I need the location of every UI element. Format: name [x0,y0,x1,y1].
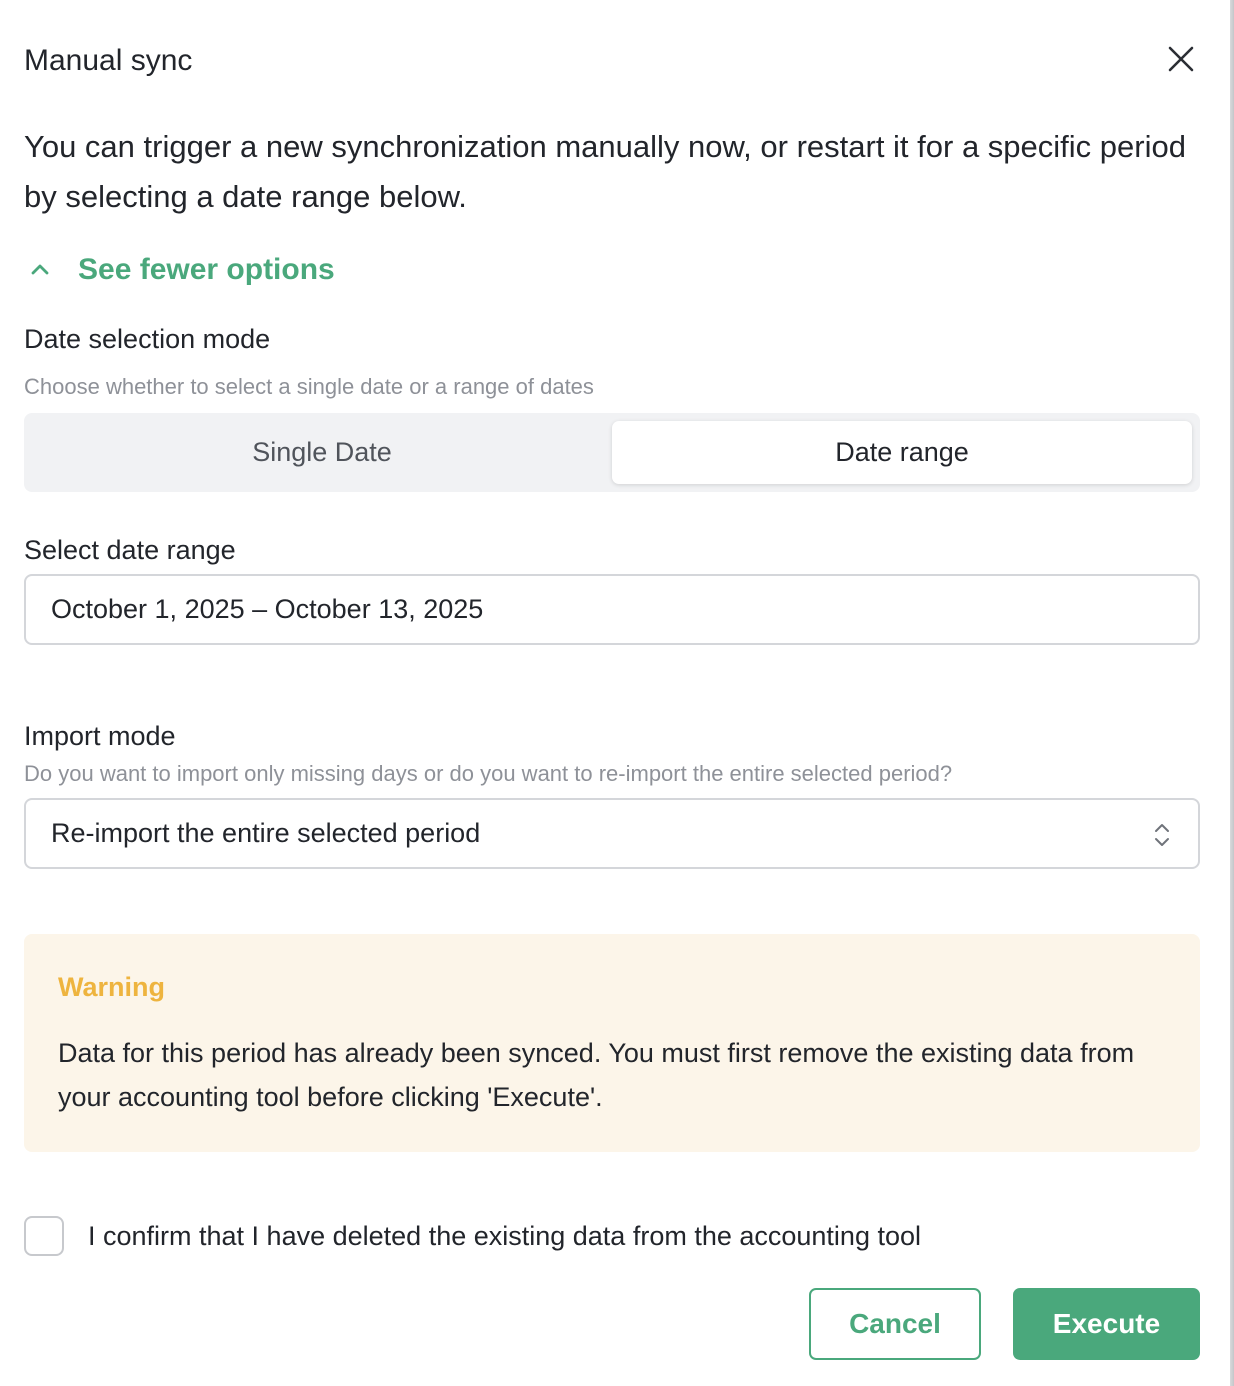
chevron-up-down-icon [1152,821,1172,849]
see-fewer-options-label: See fewer options [78,253,335,286]
manual-sync-dialog [24,0,1200,1386]
date-range-label: Select date range [24,535,236,565]
dialog-description: You can trigger a new synchronization manually now, or restart it for a specific period by selecting a date range below. [24,129,1186,214]
import-mode-value: Re-import the entire selected period [51,818,481,848]
segment-single-date[interactable]: Single Date [252,437,392,467]
warning-callout [24,934,1200,1152]
cancel-button[interactable]: Cancel [809,1288,981,1360]
date-range-input[interactable] [24,574,1200,645]
execute-button[interactable]: Execute [1013,1288,1200,1360]
segment-date-range[interactable]: Date range [612,421,1192,484]
see-fewer-options-link[interactable] [28,248,335,292]
close-icon[interactable] [1166,44,1196,74]
warning-title: Warning [58,972,165,1002]
date-range-value: October 1, 2025 – October 13, 2025 [51,594,484,624]
date-selection-mode-help: Choose whether to select a single date or a range of dates [24,374,594,399]
chevron-up-icon [28,258,52,282]
date-selection-mode-label: Date selection mode [24,324,271,354]
date-mode-segmented-control [24,413,1200,492]
confirm-deletion-checkbox[interactable] [24,1216,64,1256]
import-mode-label: Import mode [24,721,176,751]
import-mode-select[interactable] [24,798,1200,869]
dialog-title: Manual sync [24,44,193,77]
confirm-deletion-label[interactable]: I confirm that I have deleted the existing data from the accounting tool [88,1221,921,1251]
import-mode-help: Do you want to import only missing days or do you want to re-import the entire selected period? [24,761,953,786]
warning-message: Data for this period has already been synced. You must first remove the existing data from your accounting tool before clicking 'Execute'. [58,1038,1135,1112]
window-edge [1230,0,1234,1386]
